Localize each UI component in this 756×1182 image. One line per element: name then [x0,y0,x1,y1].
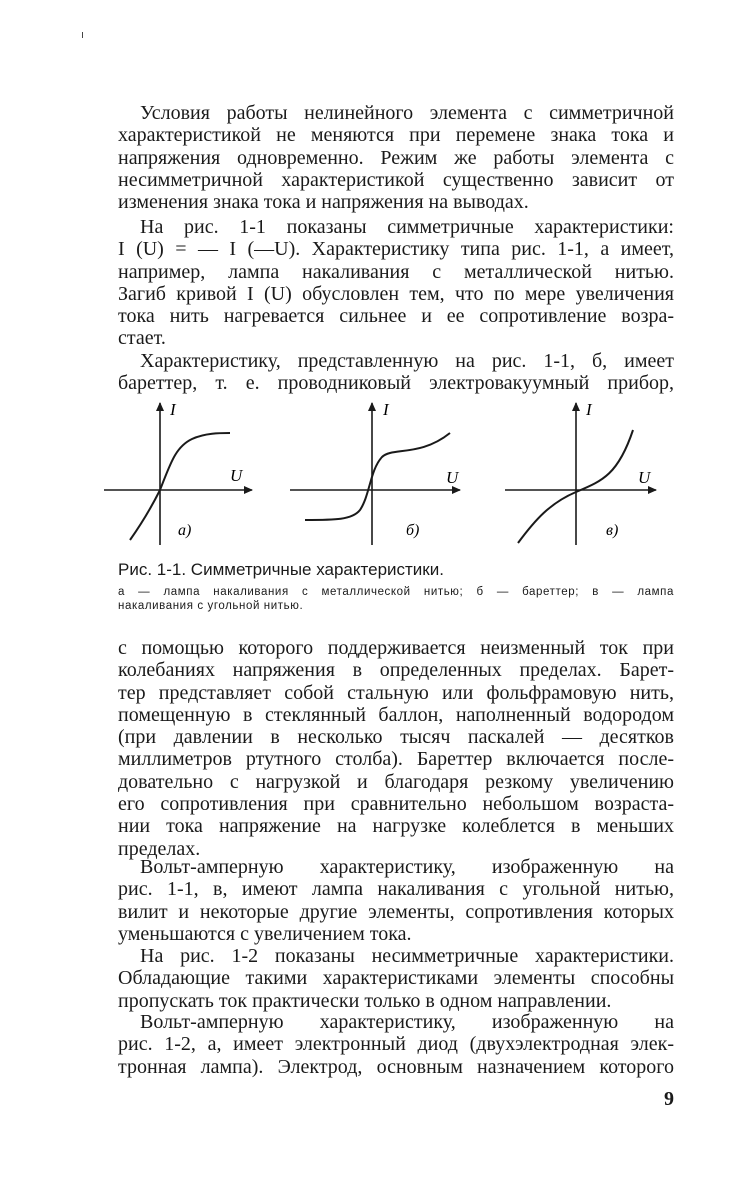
text-line: пропускать ток практически только в одном направлении. [118,989,612,1012]
text-line: тер представляет собой стальную или фольфрамовую нить, [118,681,674,704]
text-line: нии тока напряжение на нагрузке колеблется в меньших [118,815,674,838]
text-line: довательно с нагрузкой и благодаря резкому увеличению [118,770,674,793]
text-line: I (U) = — I (—U). Характеристику типа рис. 1-1, а имеет, [118,238,674,261]
paragraph-1 [118,102,674,213]
text-line: Загиб кривой I (U) обусловлен тем, что по мере увеличения [118,282,674,305]
figure-caption: Рис. 1-1. Симметричные характеристики. [118,560,444,579]
text-line: Вольт-амперную характеристику, изображенную на [140,856,674,878]
panel-label: в) [606,522,619,539]
text-line: колебаниях напряжения в определенных пределах. Барет- [118,659,674,682]
curve-b [305,433,450,520]
text-line: его сопротивления при сравнительно небольшом возраста- [118,793,674,816]
axis-label-i: I [383,400,389,419]
panel-b [290,400,460,545]
text-line: помещенную в стеклянный баллон, наполненный водородом [118,703,674,726]
paragraph-6 [118,945,674,1012]
text-line: (при давлении в несколько тысяч паскалей — десятков [118,726,674,749]
text-line: тока нить нагревается сильнее и ее сопротивление возра- [118,305,674,328]
text-line: изменения знака тока и напряжения на выводах. [118,191,529,214]
panel-a [104,400,252,545]
paragraph-2 [118,216,674,350]
paragraph-7 [118,1011,674,1078]
text-line: рис. 1-1, в, имеют лампа накаливания с угольной нитью, [118,878,674,901]
text-line: стает. [118,327,166,350]
axis-label-u: U [638,468,651,487]
text-line: несимметричной характеристикой существенно зависит от [118,168,674,191]
axis-label-u: U [446,468,459,487]
text-line: например, лампа накаливания с металлической нитью. [118,260,674,283]
axis-label-u: U [230,466,243,485]
text-line: Обладающие такими характеристиками элементы способны [118,967,674,990]
text-line: миллиметров ртутного столба). Бареттер включается после- [118,748,674,771]
text-line: На рис. 1-1 показаны симметричные характеристики: [140,216,674,238]
text-line: уменьшаются с увеличением тока. [118,922,412,945]
page-number: 9 [664,1088,674,1110]
legend-line: а — лампа накаливания с металлической нитью; б — бареттер; в — лампа [118,586,674,598]
axis-label-i: I [586,400,592,419]
panel-label: б) [406,522,420,539]
text-line: характеристикой не меняются при перемене знака тока и [118,124,674,147]
text-line: вилит и некоторые другие элементы, сопротивления которых [118,900,674,923]
paragraph-5 [118,856,674,945]
paragraph-4 [118,637,674,860]
text-line: с помощью которого поддерживается неизменный ток при [118,637,674,659]
text-line: бареттер, т. е. проводниковый электровакуумный прибор, [118,372,674,395]
text-line: тронная лампа). Электрод, основным назначением которого [118,1055,674,1078]
panel-label: а) [178,522,192,539]
panel-c [505,400,656,545]
figure-legend [118,585,674,613]
axis-label-i: I [170,400,176,419]
figure-1-1 [90,395,670,555]
page-mark [82,32,83,38]
paragraph-3 [118,350,674,395]
text-line: Вольт-амперную характеристику, изображенную на [140,1011,674,1033]
text-line: пределах. [118,837,201,860]
text-line: Характеристику, представленную на рис. 1-1, б, имеет [140,350,674,372]
text-line: Условия работы нелинейного элемента с симметричной [140,102,674,124]
text-line: рис. 1-2, а, имеет электронный диод (двухэлектродная элек- [118,1033,674,1056]
text-line: напряжения одновременно. Режим же работы элемента с [118,146,674,169]
text-line: На рис. 1-2 показаны несимметричные характеристики. [140,945,674,967]
legend-line: накаливания с угольной нитью. [118,600,304,612]
